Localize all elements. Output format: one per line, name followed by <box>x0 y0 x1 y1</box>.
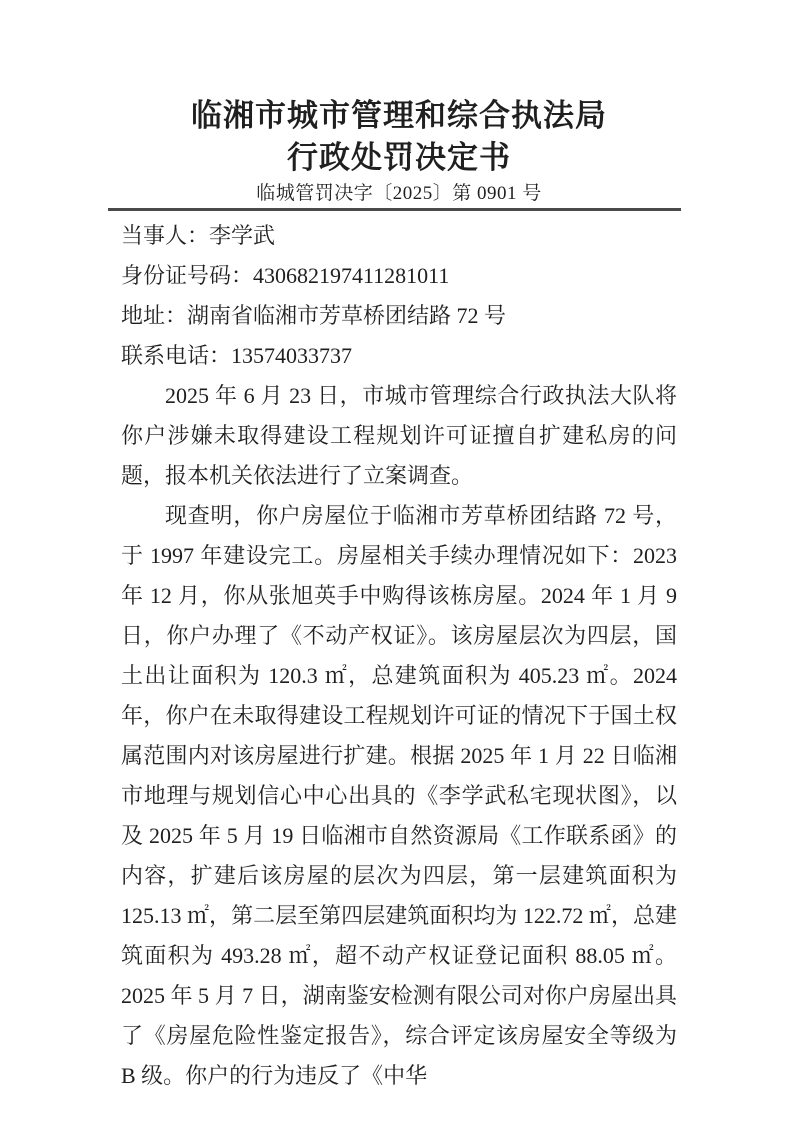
party-name-line: 当事人：李学武 <box>121 223 276 248</box>
party-phone-line: 联系电话：13574033737 <box>121 343 353 368</box>
party-info-section <box>121 216 677 376</box>
document-body <box>121 376 677 1096</box>
body-paragraph-case-filing: 2025 年 6 月 23 日，市城市管理综合行政执法大队将你户涉嫌未取得建设工程规划许可证擅自扩建私房的问题，报本机关依法进行了立案调查。 <box>121 383 677 488</box>
document-number: 临城管罚决字〔2025〕第 0901 号 <box>256 183 542 204</box>
party-id-number-line: 身份证号码：430682197411281011 <box>121 263 450 288</box>
party-address-line: 地址：湖南省临湘市芳草桥团结路 72 号 <box>121 303 507 328</box>
document-title-line-2: 行政处罚决定书 <box>287 140 511 175</box>
document-title-line-1: 临湘市城市管理和综合执法局 <box>191 98 607 133</box>
header-divider-rule <box>108 208 681 211</box>
document-header <box>121 95 677 211</box>
body-paragraph-findings: 现查明，你户房屋位于临湘市芳草桥团结路 72 号，于 1997 年建设完工。房屋相关手续办理情况如下：2023 年 12 月，你从张旭英手中购得该栋房屋。2024 年 1 月 9 日，你户办理了《不动产权证》。该房屋层次为四层，国土出让面积为 120.3 ㎡，总建筑面积为 405.23 ㎡。2024 年，你户在未取得建设工程规划许可证的情况下于国土权属范围内对该房屋进行扩建。根据 2025 年 1 月 22 日临湘市地理与规划信心中心出具的《李学武私宅现状图》，以及 2025 年 5 月 19 日临湘市自然资源局《工作联系函》的内容，扩建后该房屋的层次为四层，第一层建筑面积为 125.13 ㎡，第二层至第四层建筑面积均为 122.72 ㎡，总建筑面积为 493.28 ㎡，超不动产权证登记面积 88.05 ㎡。2025 年 5 月 7 日，湖南鉴安检测有限公司对你户房屋出具了《房屋危险性鉴定报告》，综合评定该房屋安全等级为 B 级。你户的行为违反了《中华 <box>121 503 677 1088</box>
